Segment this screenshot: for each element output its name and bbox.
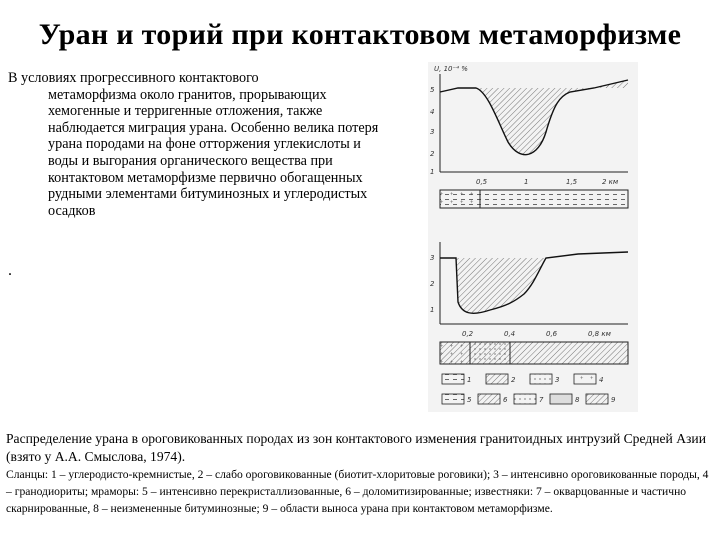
legend-swatch [478,394,500,404]
legend-number: 6 [503,396,508,404]
top-y-tick: 2 [430,150,435,158]
y-axis-label: U, 10⁻⁴ % [434,65,468,73]
top-uranium-loss-area [458,80,628,155]
top-granite-zone [440,190,480,208]
top-y-tick: 5 [430,86,435,94]
legend-number: 3 [555,376,560,384]
bottom-x-tick: 0,6 [546,330,558,338]
bottom-x-tick: 0,2 [462,330,474,338]
legend-swatch [486,374,508,384]
figure-legend-text: Сланцы: 1 – углеродисто-кремнистые, 2 – слабо ороговикованные (биотит-хлоритовые роговики); 3 – интенсивно ороговикованные породы, 4 – гранодиориты; мраморы: 5 – интенсивно перекристаллизованные, 6 – доломитизированные; известняки: 7 – окварцованные и частично скарнированные, 8 – неизмененные битуминозные; 9 – области выноса урана при контактовом метаморфизме. [6,468,709,515]
bottom-granite-zone [440,342,470,364]
legend-swatch [574,374,596,384]
top-x-tick: 1,5 [566,178,578,186]
top-x-tick: 0,5 [476,178,488,186]
slide-title: Уран и торий при контактовом метаморфизме [38,18,682,51]
legend-swatch [514,394,536,404]
top-y-tick: 3 [430,128,435,136]
figure-svg [428,62,638,412]
bottom-x-tick: 0,4 [504,330,516,338]
bullet-dot: . [8,262,12,279]
legend-swatch [586,394,608,404]
bottom-uranium-loss-area [456,258,546,313]
top-y-tick: 4 [430,108,435,116]
body-continuation: метаморфизма около гранитов, прорывающих хемогенные и терригенные отложения, также наблюдается миграция урана. Особенно велика потеря урана породами на фоне отторжения углекислоты и воды и выгорания органического вещества при контактовом метаморфизме первично обогащенных рудными элементами битуминозных и углеродистых осадков [48,86,379,219]
top-x-tick: 2 км [602,178,619,186]
top-y-tick: 1 [430,168,435,176]
legend-number: 1 [467,376,472,384]
legend-number: 7 [539,396,544,404]
uranium-distribution-figure [428,62,638,412]
body-paragraph [8,70,380,219]
bottom-y-tick: 3 [430,254,435,262]
bottom-x-tick: 0,8 км [588,330,611,338]
legend-swatch [530,374,552,384]
legend-swatch [442,374,464,384]
legend-number: 8 [575,396,580,404]
legend-swatch [550,394,572,404]
legend-number: 9 [611,396,616,404]
legend-swatch [442,394,464,404]
top-x-tick: 1 [524,178,529,186]
legend-number: 4 [599,376,604,384]
body-first-line: В условиях прогрессивного контактового [8,70,259,86]
legend-number: 5 [467,396,472,404]
legend-number: 2 [511,376,516,384]
figure-caption: Распределение урана в ороговикованных породах из зон контактового изменения гранитоидных интрузий Средней Азии (взято у А.А. Смыслова, 1974). [6,431,706,464]
bottom-y-tick: 1 [430,306,435,314]
bottom-y-tick: 2 [430,280,435,288]
figure-legend [442,374,616,404]
bottom-skarn-zone [470,342,510,364]
